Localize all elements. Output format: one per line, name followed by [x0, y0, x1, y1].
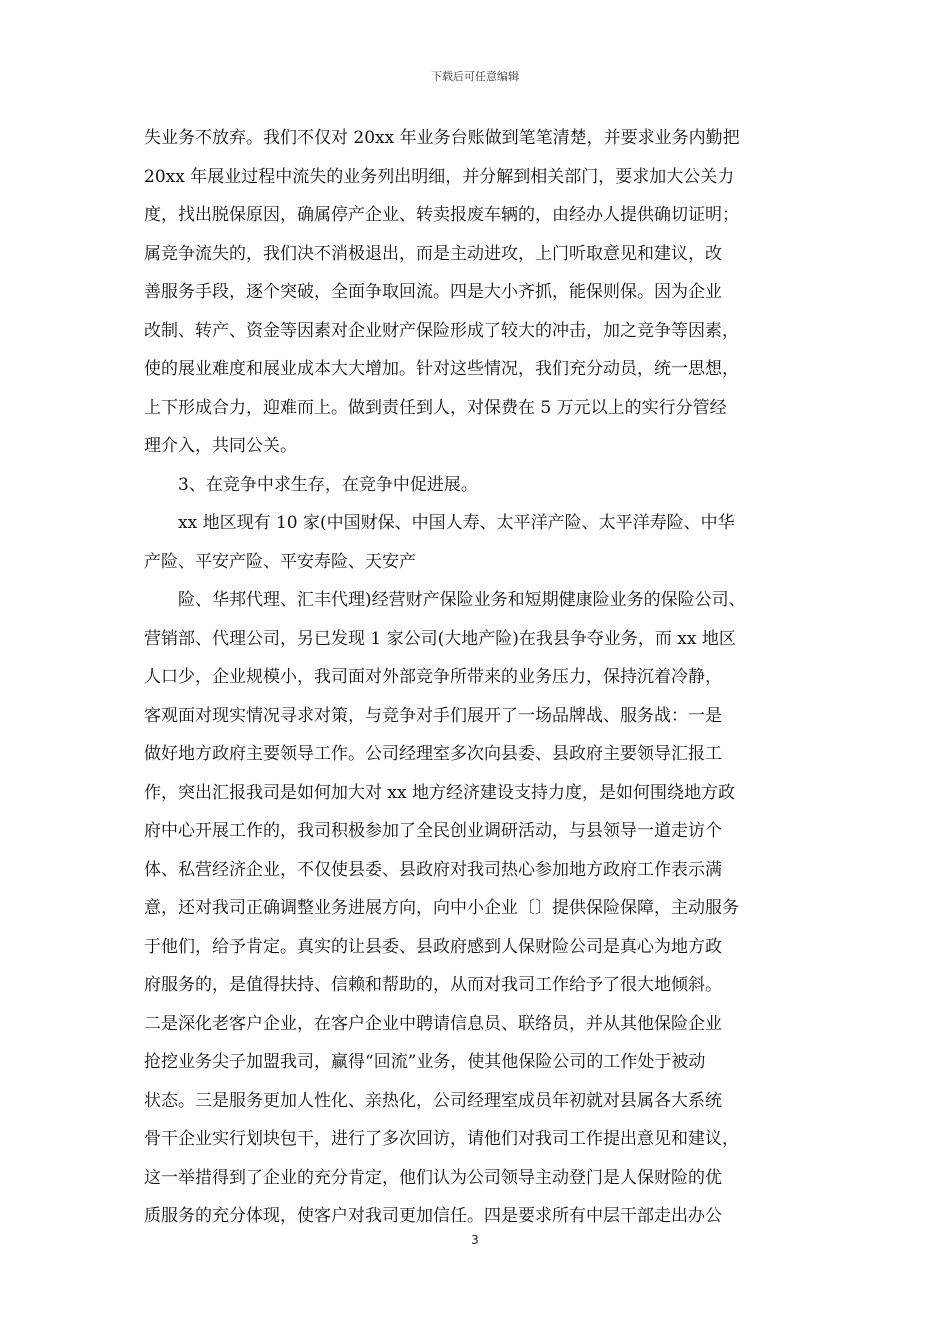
text-line: 属竞争流失的，我们决不消极退出，而是主动进攻，上门听取意见和建议，改: [144, 243, 722, 264]
text-line: 状态。三是服务更加人性化、亲热化，公司经理室成员年初就对县属各大系统: [144, 1090, 722, 1111]
text-line: 府服务的，是值得扶持、信赖和帮助的，从而对我司工作给予了很大地倾斜。: [144, 975, 722, 995]
text-line: 营销部、代理公司，另已发现 1 家公司(大地产险)在我县争夺业务，而 xx 地区: [144, 628, 736, 649]
text-line: 做好地方政府主要领导工作。公司经理室多次向县委、县政府主要领导汇报工: [144, 744, 722, 764]
text-line: 质服务的充分体现，使客户对我司更加信任。四是要求所有中层干部走出办公: [144, 1206, 722, 1226]
text-line: xx 地区现有 10 家(中国财保、中国人寿、太平洋产险、太平洋寿险、中华: [178, 513, 735, 533]
text-line: 人口少，企业规模小，我司面对外部竞争所带来的业务压力，保持沉着冷静，: [144, 667, 722, 687]
text-line: 善服务手段，逐个突破，全面争取回流。四是大小齐抓，能保则保。因为企业: [144, 282, 722, 302]
text-line: 府中心开展工作的，我司积极参加了全民创业调研活动，与县领导一道走访个: [144, 821, 722, 841]
text-line: 意，还对我司正确调整业务进展方向，向中小企业〔〕提供保险保障，主动服务: [144, 898, 739, 918]
text-line: 理介入，共同公关。: [144, 436, 297, 456]
text-line: 二是深化老客户企业，在客户企业中聘请信息员、联络员，并从其他保险企业: [144, 1013, 722, 1034]
page-number: 3: [471, 1233, 479, 1247]
text-line: 这一举措得到了企业的充分肯定，他们认为公司领导主动登门是人保财险的优: [144, 1167, 722, 1188]
text-line: 险、华邦代理、汇丰代理)经营财产保险业务和短期健康险业务的保险公司、: [178, 590, 746, 610]
text-line: 改制、转产、资金等因素对企业财产保险形成了较大的冲击，加之竞争等因素，: [144, 320, 739, 341]
page-header-note: 下载后可任意编辑: [431, 70, 519, 83]
section-heading: 3、在竞争中求生存，在竞争中促进展。: [178, 474, 478, 495]
text-line: 使的展业难度和展业成本大大增加。针对这些情况，我们充分动员，统一思想，: [144, 359, 739, 379]
text-line: 度，找出脱保原因，确属停产企业、转卖报废车辆的，由经办人提供确切证明；: [144, 205, 739, 225]
text-line: 客观面对现实情况寻求对策，与竞争对手们展开了一场品牌战、服务战：一是: [144, 705, 722, 726]
text-line: 骨干企业实行划块包干，进行了多次回访，请他们对我司工作提出意见和建议，: [144, 1129, 739, 1149]
text-line: 20xx 年展业过程中流失的业务列出明细，并分解到相关部门，要求加大公关力: [144, 166, 735, 187]
text-line: 于他们，给予肯定。真实的让县委、县政府感到人保财险公司是真心为地方政: [144, 936, 722, 957]
text-line: 抢挖业务尖子加盟我司，赢得“回流”业务，使其他保险公司的工作处于被动: [144, 1052, 706, 1072]
text-line: 体、私营经济企业，不仅使县委、县政府对我司热心参加地方政府工作表示满: [144, 859, 722, 880]
text-line: 产险、平安产险、平安寿险、天安产: [144, 551, 416, 572]
text-line: 上下形成合力，迎难而上。做到责任到人，对保费在 5 万元以上的实行分管经: [144, 397, 727, 418]
text-line: 失业务不放弃。我们不仅对 20xx 年业务台账做到笔笔清楚，并要求业务内勤把: [144, 128, 740, 148]
text-line: 作，突出汇报我司是如何加大对 xx 地方经济建设支持力度，是如何围绕地方政: [144, 782, 735, 803]
document-body: [144, 119, 816, 1236]
